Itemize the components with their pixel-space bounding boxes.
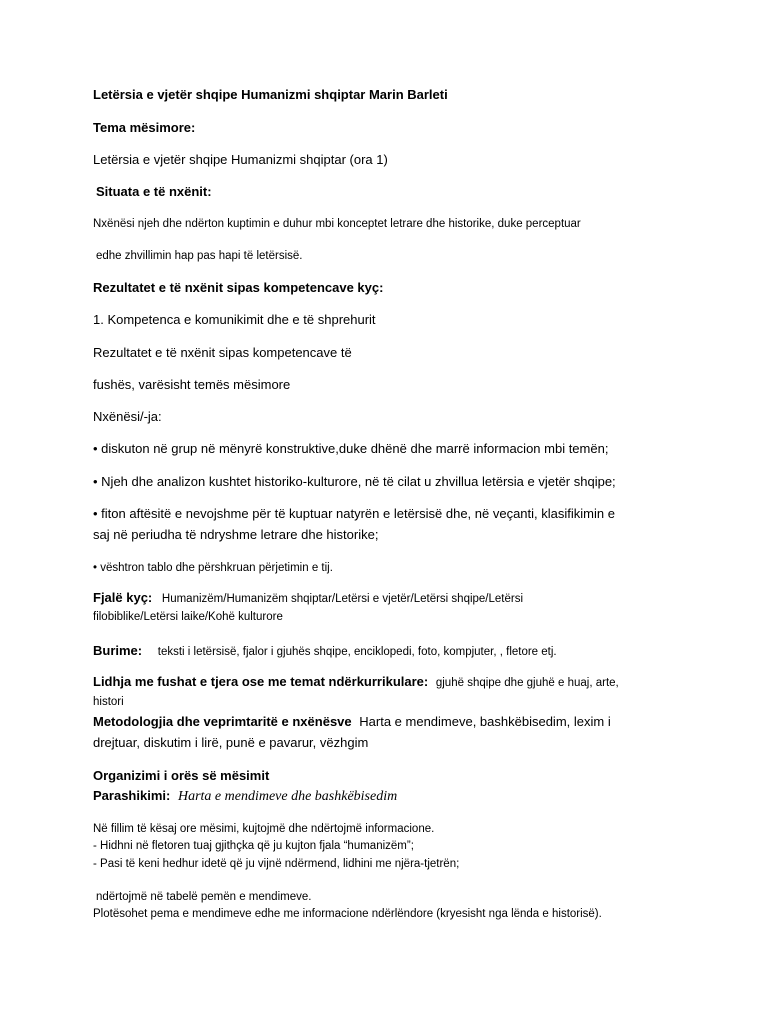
situata-line-1: Nxënësi njeh dhe ndërton kuptimin e duhur mbi konceptet letrare dhe historike, duke perceptuar: [93, 218, 581, 230]
fjale-kyc-value: Humanizëm/Humanizëm shqiptar/Letërsi e vjetër/Letërsi shqipe/Letërsi: [161, 593, 524, 605]
lidhja-row: [93, 674, 619, 691]
kompetenca-1: 1. Kompetenca e komunikimit dhe e të shprehurit: [93, 312, 376, 327]
list-item: • diskuton në grup në mënyrë konstruktive,duke dhënë dhe marrë informacion mbi temën;: [93, 441, 609, 456]
paragraph-line: Plotësohet pema e mendimeve edhe me informacione ndërlëndore (kryesisht nga lënda e historisë).: [93, 908, 602, 920]
fjale-kyc-value-continued: filobiblike/Letërsi laike/Kohë kulturore: [93, 611, 283, 623]
lidhja-value-continued: histori: [93, 696, 124, 708]
burime-label: Burime:: [93, 643, 143, 658]
paragraph-line: Në fillim të kësaj ore mësimi, kujtojmë dhe ndërtojmë informacione.: [93, 823, 435, 835]
rezultatet-fushes-1: Rezultatet e të nxënit sipas kompetencave të: [93, 345, 352, 360]
situata-label: Situata e të nxënit:: [96, 184, 212, 199]
list-item: • vështron tablo dhe përshkruan përjetimin e tij.: [93, 562, 333, 574]
parashikimi-row: [93, 788, 397, 805]
paragraph-line: - Pasi të keni hedhur idetë që ju vijnë ndërmend, lidhini me njëra-tjetrën;: [93, 858, 460, 870]
situata-line-2: edhe zhvillimin hap pas hapi të letërsisë.: [96, 250, 303, 262]
document-title: Letërsia e vjetër shqipe Humanizmi shqiptar Marin Barleti: [93, 87, 448, 102]
metodologjia-value: Harta e mendimeve, bashkëbisedim, lexim i: [359, 714, 611, 729]
metodologjia-value-continued: drejtuar, diskutim i lirë, punë e pavarur, vëzhgim: [93, 735, 369, 750]
paragraph-line: - Hidhni në fletoren tuaj gjithçka që ju kujton fjala “humanizëm”;: [93, 840, 414, 852]
fjale-kyc-row: [93, 590, 523, 607]
list-item: • Njeh dhe analizon kushtet historiko-kulturore, në të cilat u zhvillua letërsia e vjetër shqipe;: [93, 474, 616, 489]
burime-value: teksti i letërsisë, fjalor i gjuhës shqipe, enciklopedi, foto, kompjuter, , fletore etj.: [157, 646, 557, 658]
rezultatet-kyc-label: Rezultatet e të nxënit sipas kompetencave kyç:: [93, 280, 384, 295]
metodologjia-label: Metodologjia dhe veprimtaritë e nxënësve: [93, 714, 352, 729]
tema-label: Tema mësimore:: [93, 120, 196, 135]
lidhja-label: Lidhja me fushat e tjera ose me temat ndërkurrikulare:: [93, 674, 429, 689]
paragraph-line: ndërtojmë në tabelë pemën e mendimeve.: [96, 891, 312, 903]
parashikimi-value: Harta e mendimeve dhe bashkëbisedim: [177, 789, 398, 804]
rezultatet-fushes-2: fushës, varësisht temës mësimore: [93, 377, 291, 392]
burime-row: [93, 643, 557, 660]
organizimi-label: Organizimi i orës së mësimit: [93, 768, 270, 783]
nxenesi-label: Nxënësi/-ja:: [93, 409, 162, 424]
metodologjia-row: [93, 714, 611, 730]
list-item: • fiton aftësitë e nevojshme për të kuptuar natyrën e letërsisë dhe, në veçanti, klasifikimin e: [93, 506, 615, 521]
tema-value: Letërsia e vjetër shqipe Humanizmi shqiptar (ora 1): [93, 152, 388, 167]
lidhja-value: gjuhë shqipe dhe gjuhë e huaj, arte,: [435, 677, 619, 689]
parashikimi-label: Parashikimi:: [93, 788, 171, 803]
list-item-continued: saj në periudha të ndryshme letrare dhe historike;: [93, 527, 379, 542]
fjale-kyc-label: Fjalë kyç:: [93, 590, 153, 605]
